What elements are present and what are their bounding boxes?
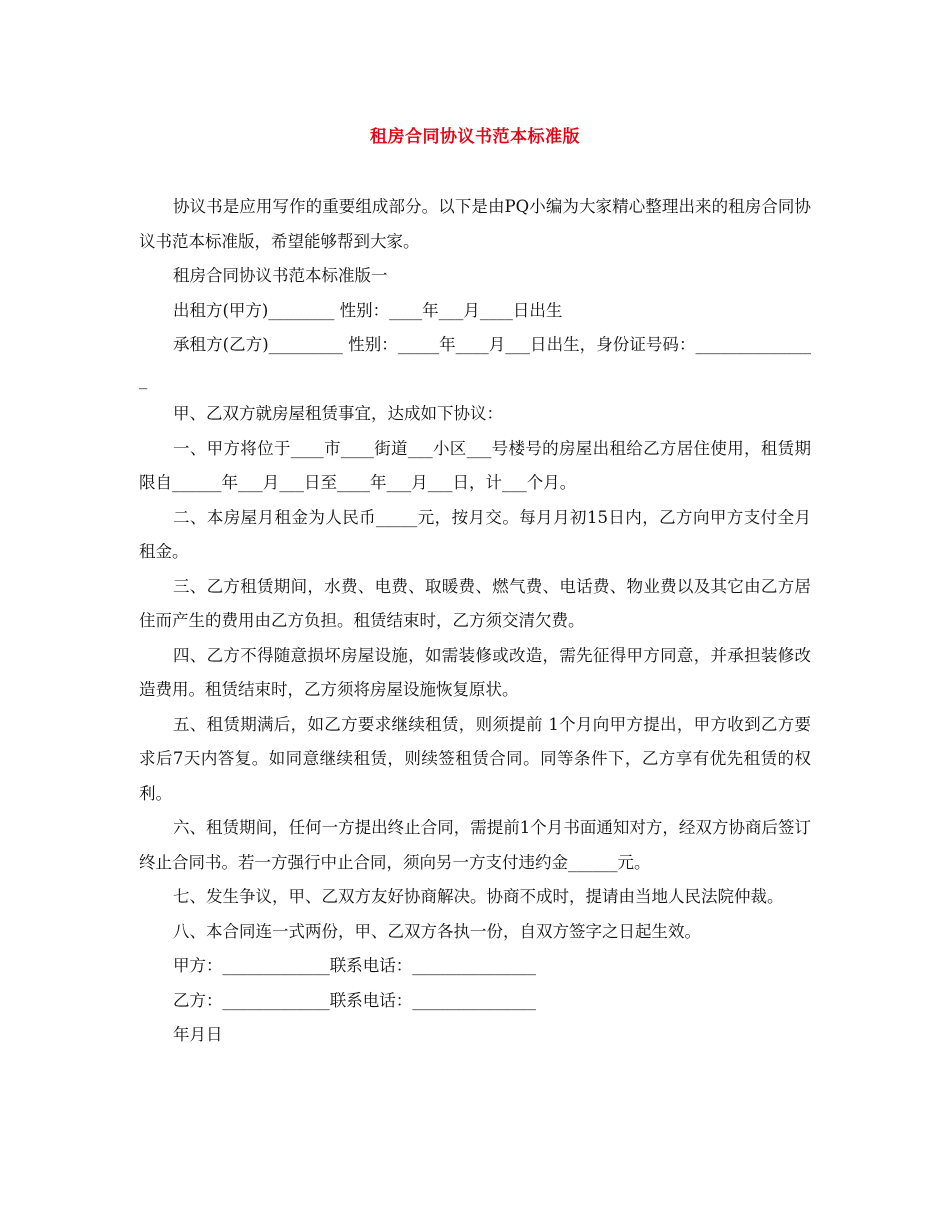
intro-paragraph: 协议书是应用写作的重要组成部分。以下是由PQ小编为大家精心整理出来的租房合同协议书范本标准版，希望能够帮到大家。: [139, 197, 811, 251]
clause-7: 七、发生争议，甲、乙双方友好协商解决。协商不成时，提请由当地人民法院仲裁。: [173, 887, 784, 906]
clause-3: 三、乙方租赁期间，水费、电费、取暖费、燃气费、电话费、物业费以及其它由乙方居住而产生的费用由乙方负担。租赁结束时，乙方须交清欠费。: [139, 576, 811, 630]
document-body: [139, 190, 811, 1053]
contract-subtitle: 租房合同协议书范本标准版一: [173, 266, 388, 285]
clause-6: 六、租赁期间，任何一方提出终止合同，需提前1个月书面通知对方，经双方协商后签订终止合同书。若一方强行中止合同，须向另一方支付违约金______元。: [139, 818, 811, 872]
clause-1: 一、甲方将位于____市____街道___小区___号楼号的房屋出租给乙方居住使用，租赁期限自______年___月___日至____年___月___日，计___个月。: [139, 438, 811, 492]
agreement-lead: 甲、乙双方就房屋租赁事宜，达成如下协议：: [173, 404, 503, 423]
lessee-line: 承租方(乙方)_________ 性别：_____年____月___日出生，身份证号码：_______________: [139, 335, 811, 389]
party-a-signature-line: 甲方：_____________联系电话：_______________: [173, 956, 536, 975]
date-line: 年月日: [173, 1025, 223, 1044]
clause-4: 四、乙方不得随意损坏房屋设施，如需装修或改造，需先征得甲方同意，并承担装修改造费用。租赁结束时，乙方须将房屋设施恢复原状。: [139, 645, 811, 699]
clause-2: 二、本房屋月租金为人民币_____元，按月交。每月月初15日内，乙方向甲方支付全月租金。: [139, 507, 811, 561]
party-b-signature-line: 乙方：_____________联系电话：_______________: [173, 990, 536, 1010]
clause-8: 八、本合同连一式两份，甲、乙双方各执一份，自双方签字之日起生效。: [173, 921, 701, 941]
lessor-line: 出租方(甲方)________ 性别：____年___月____日出生: [173, 300, 563, 320]
document-title: 租房合同协议书范本标准版: [370, 127, 580, 147]
clause-5: 五、租赁期满后，如乙方要求继续租赁，则须提前 1个月向甲方提出，甲方收到乙方要求后7天内答复。如同意继续租赁，则续签租赁合同。同等条件下，乙方享有优先租赁的权利。: [139, 714, 811, 803]
